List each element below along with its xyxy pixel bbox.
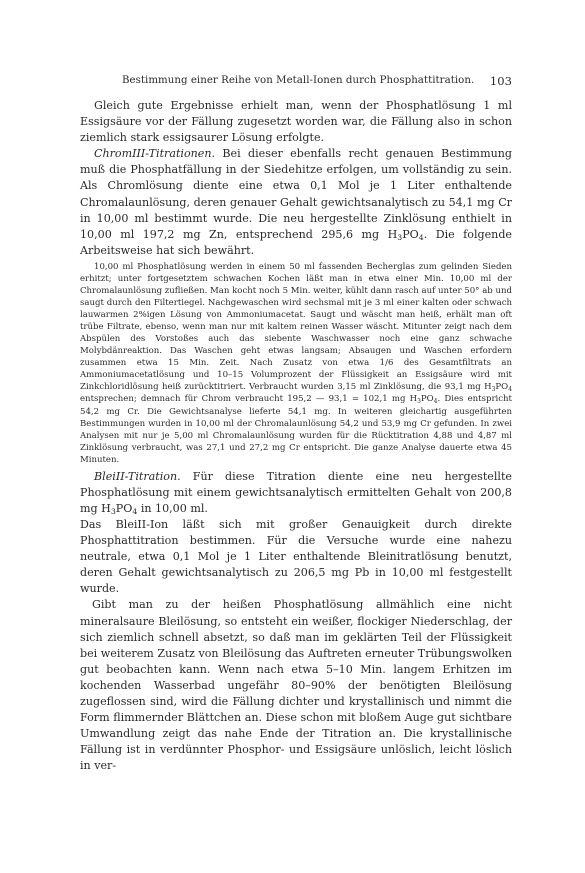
paragraph-chrom-titration: ChromIII-Titrationen. Bei dieser ebenfalls recht genauen Bestimmung muß die Phosphatfällung in der Siedehitze erfolgen, um vollständig zu sein. Als Chromlösung diente eine etwa 0,1 Mol je 1 Liter enthaltende Chromalaunlösung, deren genauer Gehalt gewichtsanalytisch zu 54,1 mg Cr in 10,00 ml bestimmt wurde. Die neu hergestellte Zinklösung enthielt in 10,00 ml 197,2 mg Zn, entsprechend 295,6 mg $H_3PO_4$. Die folgende Arbeitsweise hat sich bewährt. [80, 147, 512, 257]
page-body [80, 98, 512, 775]
paragraph-essigsaeure: Gleich gute Ergebnisse erhielt man, wenn der Phosphatlösung 1 ml Essigsäure vor der Fällung zugesetzt worden war, die Fällung also in schon ziemlich stark essigsaurer Lösung erfolgte. [80, 99, 512, 145]
section-heading-chrom: ChromIII-Titrationen. [94, 147, 216, 161]
paragraph-bleiloesung: Gibt man zu der heißen Phosphatlösung allmählich eine nicht mineralsaure Bleilösung, so entsteht ein weißer, flockiger Niederschlag, der sich ziemlich schnell absetzt, so daß man im geklärten Teil der Flüssigkeit bei weiterem Zusatz von Bleilösung das Auftreten erneuter Trübungswolken gut beobachten kann. Wenn nach etwa 5–10 Min. langem Erhitzen im kochenden Wasserbad ungefähr 80–90% der benötigten Bleilösung zugeflossen sind, wird die Fällung dichter und krystallinisch und nimmt die Form flimmernder Blättchen an. Diese schon mit bloßem Auge gut sichtbare Umwandlung zeigt das nahe Ende der Titration an. Die krystallinische Fällung ist in verdünnter Phosphor- und Essigsäure unlöslich, leicht löslich in ver- [80, 598, 512, 773]
page-number: 103 [489, 74, 512, 88]
running-title: Bestimmung einer Reihe von Metall-Ionen durch Phosphattitration. [122, 75, 475, 86]
paragraph-blei-ion: Das BleiII-Ion läßt sich mit großer Genauigkeit durch direkte Phosphattitration bestimmen. Für die Versuche wurde eine nahezu neutrale, etwa 0,1 Mol je 1 Liter enthaltende Bleinitratlösung benutzt, deren Gehalt gewichtsanalytisch zu 206,5 mg Pb in 10,00 ml festgestellt wurde. [80, 518, 512, 596]
paragraph-blei-titration: BleiII-Titration. Für diese Titration diente eine neu hergestellte Phosphatlösung mit einem gewichtsanalytisch ermittelten Gehalt von 200,8 mg $H_3PO_4$ in 10,00 ml. [80, 469, 512, 516]
section-heading-blei: BleiII-Titration. [94, 469, 181, 483]
procedure-paragraph-small: 10,00 ml Phosphatlösung werden in einem 50 ml fassenden Becherglas zum gelinden Sieden erhitzt; unter fortgesetztem schwachen Kochen läßt man in etwa einer Min. 10,00 ml der Chromalaunlösung zufließen. Man kocht noch 5 Min. weiter, kühlt dann rasch auf unter 50° ab und saugt durch den Filtertiegel. Nachgewaschen wird sechsmal mit je 3 ml einer kalten oder schwach lauwarmen 2%igen Lösung von Ammoniumacetat. Saugt und wäscht man heiß, erhält man oft trübe Filtrate, ebenso, wenn man nur mit kaltem reinen Wasser wäscht. Mitunter zeigt nach dem Abspülen des Vorstoßes auch das siebente Waschwasser noch eine ganz schwache Molybdänreaktion. Das Waschen geht etwas langsam; Absaugen und Waschen erfordern zusammen etwa 15 Min. Zeit. Nach Zusatz von etwa 1/6 des Gesamtfiltrats an Ammoniumacetatlösung und 10–15 Volumprozent der Flüssigkeit an Essigsäure wird mit Zinkchloridlösung heiß zurücktitriert. Verbraucht wurden 3,15 ml Zinklösung, die 93,1 mg $H_3PO_4$ entsprechen; demnach für Chrom verbraucht 195,2 — 93,1 = 102,1 mg $H_3PO_4$. Dies entspricht 54,2 mg Cr. Die Gewichtsanalyse lieferte 54,1 mg. In weiteren gleichartig ausgeführten Bestimmungen wurden in 10,00 ml der Chromalaunlösung 54,2 und 53,9 mg Cr gefunden. In zwei Analysen mit nur je 5,00 ml Chromalaunlösung wurden für die Rücktitration 4,88 und 4,87 ml Zinklösung verbraucht, was 27,1 und 27,2 mg Cr entspricht. Die ganze Analyse dauerte etwa 45 Minuten. [80, 261, 512, 465]
